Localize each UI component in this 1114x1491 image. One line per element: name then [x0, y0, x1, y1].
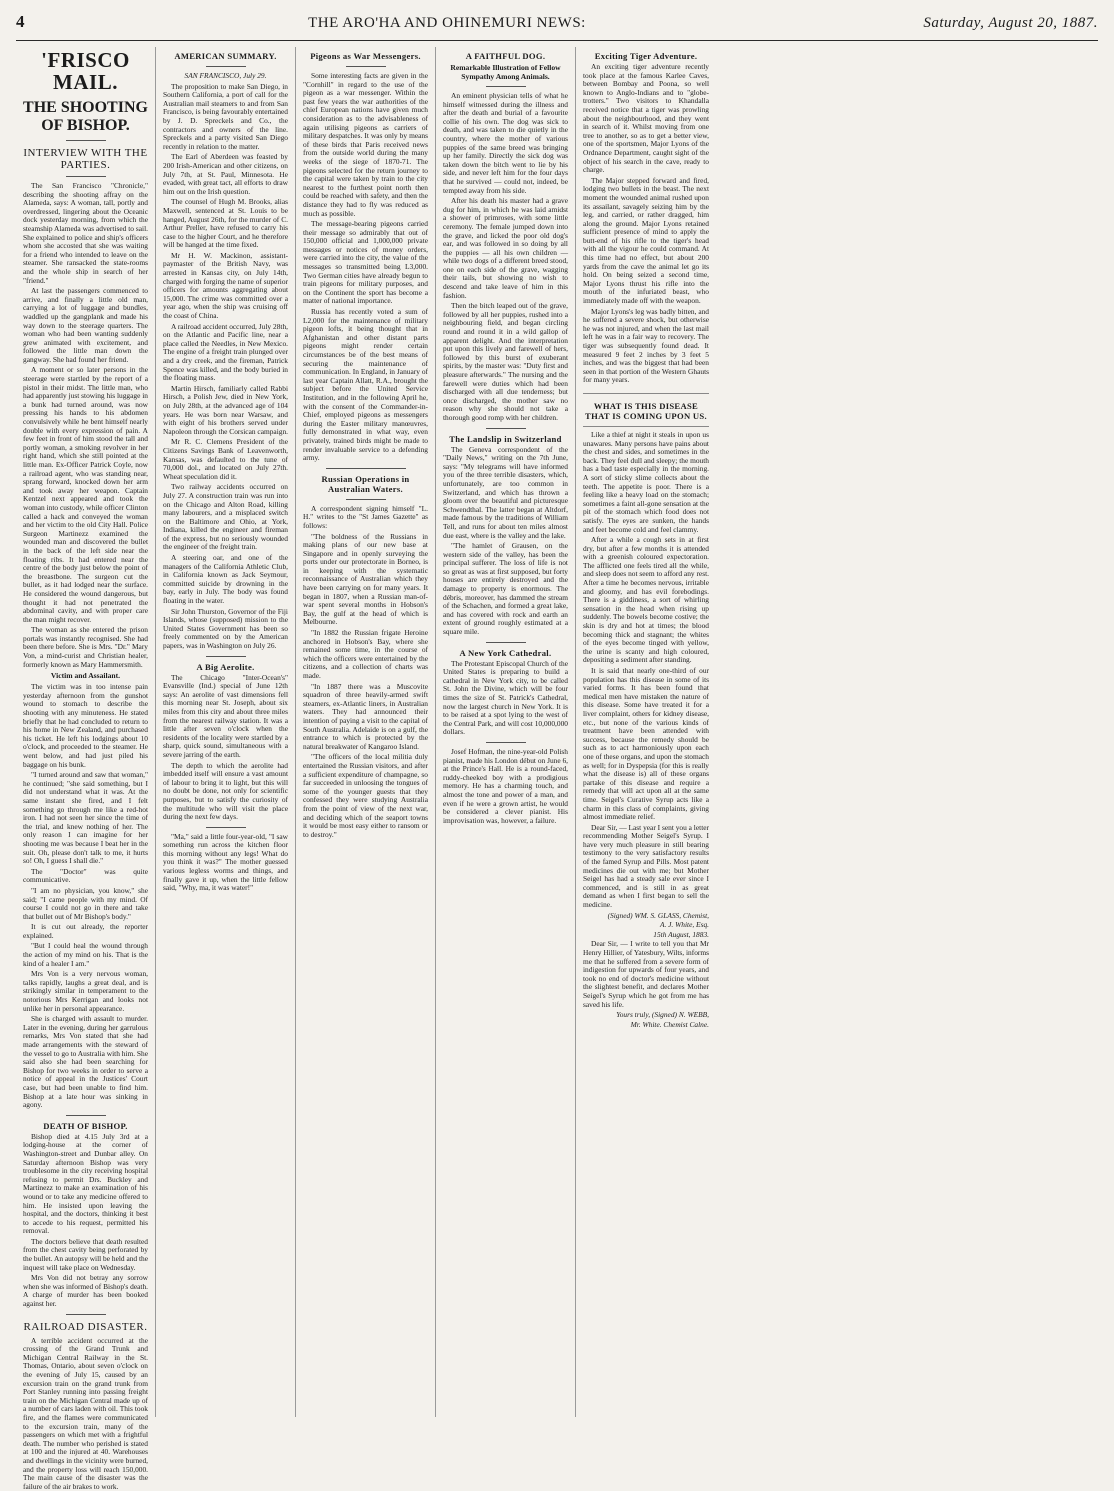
signature: A. J. White, Esq. — [659, 920, 709, 930]
article-paragraph: She is charged with assault to murder. Later in the evening, during her garrulous remarks, Mrs Von stated that she had made arrangements with the steward of the vessel to go to Australia with him. She said also she had been searching for Bishop for two weeks in order to serve a notice of appeal in the Justices' Court case, but had been unable to find him. Bishop at a late hour was sinking in agony. — [23, 1014, 149, 1110]
article-paragraph: "The hamlet of Grausen, on the western side of the valley, has been the principal sufferer. The loss of life is not so great as was at first supposed, but forty houses are entirely destroyed and the damage to property is enormous. The débris, moreover, has dammed the stream of the Schachen, and formed a great lake, and has covered with rock and earth an extent of ground roughly estimated at a square mile. — [443, 541, 568, 637]
frisco-mail-title: 'FRISCO MAIL. — [41, 48, 130, 94]
article-paragraph: Some interesting facts are given in the "Cornhill" in regard to the use of the pigeon as a war messenger. Within the past few years the war authorities of the chief European nations have given much consideration as to the advisableness of again utilising pigeons as carriers of military despatches. It was only by means of these birds that Paris received news from the outside world during the many weeks of the siege of 1870-71. The pigeons selected for the return journey to the capital were taken by train to the city nearest to the furthest point north then could be reached with safety, and then the distance they had to fly was reduced as much as possible. — [303, 71, 428, 218]
article-paragraph: "The officers of the local militia duly entertained the Russian visitors, and after a sufficient expenditure of champagne, so far succeeded in unloosing the tongues of some of the younger guests that they confessed they were studying Australia from the point of view of the next war, and deciding which of the seaport towns it would be most easy either to ransom or to destroy." — [303, 752, 428, 839]
article-paragraph: Then the bitch leaped out of the grave, followed by all her puppies, rushed into a neighbouring field, and began circling round and round it in a wild gallop of apparent delight. And the interpretation put upon this lively and farewell of hers, followed by this burst of exuberant spirits, by the master was: "Duty first and pleasure afterwards." The nursing and the farewell were duties which had been discharged with all due tenderness; but once discharged, the mother saw no reason why she should not take a thorough good romp with her children. — [443, 301, 568, 422]
article-paragraph: Mrs Von is a very nervous woman, talks rapidly, laughs a great deal, and is strikingly similar in temperament to the notorious Mrs Kerrigan and looks not unlike her in personal appearance. — [23, 969, 148, 1013]
article-paragraph: The Protestant Episcopal Church of the United States is preparing to build a cathedral in New York city, to be called St. John the Divine, which will be four times the size of St. Patrick's Cathedral, now the largest church in New York. It is to be raised at a spot lying to the west of the Central Park, and will cost 10,000,000 dollars. — [443, 658, 568, 737]
columns — [16, 47, 1098, 1491]
article-paragraph: Dear Sir, — I write to tell you that Mr Henry Hillier, of Yatesbury, Wilts, informs me that he suffered from a severe form of indigestion for upwards of four years, and took no end of doctor's medicine without the slightest benefit, and declares Mother Seigel's Syrup which he got from me has saved his life. — [583, 939, 709, 1009]
masthead — [16, 12, 1098, 41]
page-number: 4 — [16, 12, 25, 31]
shooting-headline: THE SHOOTING OF BISHOP. — [23, 99, 148, 134]
article-paragraph: Two railway accidents occurred on July 27. A construction train was run into on the Chicago and Alton Road, killing many labourers, and a misplaced switch on the Baltimore and Ohio, at York, Indiana, killed the engineer and fireman of the express, but no seriously wounded the engineer of the freight train. — [163, 482, 288, 552]
article-paragraph: A railroad accident occurred, July 28th, on the Atlantic and Pacific line, near a place called the Needles, in New Mexico. The engine of a freight train plunged over and a dry creek, and the fireman, Patrick Spence was killed, and the body buried in the floating mass. — [163, 321, 288, 383]
cathedral-head: A New York Cathedral. — [459, 647, 552, 658]
faithful-dog-head: A FAITHFUL DOG. — [465, 51, 546, 61]
article-paragraph: The depth to which the aerolite had imbedded itself will ensure a vast amount of labour to bring it to light, but this will no doubt be done, not only for scientific purposes, but to satisfy the curiosity of the multitude who will visit the place during the next few days. — [163, 760, 288, 822]
tiger-adventure-head: Exciting Tiger Adventure. — [594, 51, 698, 61]
article-paragraph: "The boldness of the Russians in making plans of our new base at Singapore and in openly surveying the ports under our protectorate in Borneo, is in keeping with the systematic reconnaissance of Australian which they have been carrying on for many years. It began in 1807, when a Russian man-of-war spent several months in Hobson's Bay, the gulf at the head of which is Melbourne. — [303, 531, 428, 627]
article-paragraph: After a while a cough sets in at first dry, but after a few months it is attended with a greenish coloured expectoration. The afflicted one feels tired all the while, and sleep does not seem to afford any rest. After a time he becomes nervous, irritable and gloomy, and has evil forebodings. There is a giddiness, a sort of whirling sensation in the head when rising up suddenly. The bowels become costive; the skin is dry and hot at times; the blood becoming thick and stagnant; the whites of the eyes become tinged with yellow, the urine is scanty and high coloured, depositing a sediment after standing. — [583, 535, 709, 665]
article-paragraph: At last the passengers commenced to arrive, and finally a little old man, carrying a lot of luggage and bundles, waddled up the gangplank and made his way down to the steerage quarters. The woman who had been wanting suddenly grew animated with excitement, and followed the little man down the gangway. She had found her friend. — [23, 286, 148, 364]
signature: Mr. White. Chemist Calne. — [630, 1019, 709, 1029]
article-paragraph: "But I could heal the wound through the action of my mind on his. That is the kind of a healer I am." — [23, 941, 148, 968]
article-paragraph: An eminent physician tells of what he himself witnessed during the illness and after the death and burial of a favourite collie of his own. The dog was sick to death, and was taken to die quietly in the country, where the mother of various puppies of the same breed was bringing up her family. Directly the sick dog was taken down the bitch went to lie by his side, and never left him for the four days that he survived — could not, indeed, be tempted away from his side. — [443, 91, 568, 195]
newspaper-title: THE ARO'HA AND OHINEMURI NEWS: — [308, 15, 586, 31]
article-paragraph: The Earl of Aberdeen was feasted by 200 Irish-American and other citizens, on July 7th, at St. Paul, Minnesota. He evaded, with great tact, all efforts to draw him out on the Irish question. — [163, 152, 288, 196]
article-paragraph: "Ma," said a little four-year-old, "I saw something run across the kitchen floor this morning without any legs! What do you think it was?" The mother guessed various legless worms and things, and finally gave it up, when the little fellow said, "Why, ma, it was water!" — [163, 831, 288, 893]
disease-head: WHAT IS THIS DISEASE THAT IS COMING UPON US. — [585, 400, 707, 421]
article-paragraph: Sir John Thurston, Governor of the Fiji Islands, whose (supposed) mission to the United States Government has been so freely commented on by the American papers, was in Washington on July 26. — [163, 606, 288, 650]
russian-operations-head: Russian Operations in Australian Waters. — [321, 473, 410, 494]
article-paragraph: Mr R. C. Clemens President of the Citizens Savings Bank of Leavenworth, Kansas, was defaulted to the tune of 70,000 dol., and located on July 27th. Wheat speculation did it. — [163, 437, 288, 481]
article-paragraph: Major Lyons's leg was badly bitten, and he suffered a severe shock, but otherwise he was not injured, and when the last mail left he was in a fair way to recovery. The tiger was subsequently found dead. It measured 9 feet 2 inches by 3 feet 5 inches, and was the biggest that had been seen in that portion of the Western Ghauts for many years. — [583, 306, 709, 385]
column-5 — [576, 47, 716, 1417]
article-paragraph: It is said that nearly one-third of our population has this disease in some of its varied forms. It has been found that medical men have mistaken the nature of this disease. Some have treated it for a liver complaint, others for kidney disease, etc., but none of the various kinds of treatment have been attended with success, because the remedy should be such as to act harmoniously upon each one of these organs, and upon the stomach as well; for in Dyspepsia (for this is really what the disease is) all of these organs partake of this disease and require a remedy that will act upon all at the same time. Seigel's Curative Syrup acts like a charm in this class of complaints, giving almost immediate relief. — [583, 666, 709, 822]
article-paragraph: "In 1882 the Russian frigate Heroine anchored in Hobson's Bay, where she remained some time, in the course of which the officers were entertained by the citizens, and a collection of charts was made. — [303, 628, 428, 680]
article-paragraph: An exciting tiger adventure recently took place at the famous Karlee Caves, between Bombay and Poona, so well known to Anglo-Indians and to "globe-trotters." Two visitors to Khandalla received notice that a tiger was prowling about the neighbourhood, and they went in search of it. Whilst moving from one tree to another, so as to get a better view, one of the sportsmen, Major Lyons of the Ordnance Department, caught sight of the object of his search in the cave, ready to charge. — [583, 62, 709, 175]
article-paragraph: Russia has recently voted a sum of L2,000 for the maintenance of military pigeon lofts, it being thought that in Afghanistan and other distant parts pigeons might render certain circumstances be of the best means of securing the maintenance of communication. In England, in January of last year Captain Allatt, R.A., brought the subject before the United Service Institution, and in the following April he, with the consent of the Commander-in-Chief, employed pigeons as messengers during the Easter military manœuvres, fully demonstrated in what way, even privately, trained birds might be made to render invaluable service to a defending army. — [303, 307, 428, 463]
article-paragraph: After his death his master had a grave dug for him, in which he was laid amidst a shower of primroses, with some little ceremony. The female jumped down into the grave, and licked the poor old dog's ear, and was followed in so doing by all the puppies — all his own children — while two dogs of a different breed stood, one on each side of the grave, wagging their tails, but showing no wish to descend and take leave of him in this fashion. — [443, 196, 568, 300]
article-paragraph: The woman as she entered the prison portals was instantly recognised. She had been there before. She is Mrs. "Dr." Mary Von, a mind-curist and Christian healer, formerly known as Mary Hammersmith. — [23, 625, 148, 669]
article-paragraph: A steering oar, and one of the managers of the California Athletic Club, in California known as Jack Seymour, committed suicide by drowning in the bay, early in July. The body was found floating in the water. — [163, 553, 288, 606]
signature: Yours truly, (Signed) N. WEBB, — [616, 1010, 709, 1020]
article-paragraph: The counsel of Hugh M. Brooks, alias Maxwell, sentenced at St. Louis to be hanged, August 26th, for the murder of C. Arthur Preller, have refused to carry his case to the higher Court, and he therefore will be hanged at the time fixed. — [163, 197, 288, 250]
article-paragraph: The "Doctor" was quite communicative. — [23, 866, 148, 885]
article-paragraph: Josef Hofman, the nine-year-old Polish pianist, made his London début on June 6, at the Prince's Hall. He is a round-faced, ruddy-cheeked boy with a prodigious memory. He has a charming touch, and almost the tone and power of a man, and even if he were a grown artist, he would be considered a clever pianist. His improvisation was, however, a failure. — [443, 746, 569, 825]
column-1 — [16, 47, 156, 1491]
death-of-bishop-head: DEATH OF BISHOP. — [43, 1120, 128, 1131]
article-paragraph: "I am no physician, you know," she said; "I came people with my mind. Of course I could not go in there and take that bullet out of Mr Bishop's body." — [23, 885, 148, 921]
article-paragraph: "I turned around and saw that woman," he continued; "she said something, but I did not understand what it was. At the same instant she fired, and I felt something go through me like a red-hot iron. I had not seen her since the time of the trial, and knew nothing of her. The only reason I can imagine for her shooting me was because I beat her in the suit. Oh, please don't talk to me, it hurts so! Oh, I guess I shall die." — [23, 770, 148, 866]
railroad-disaster-head: RAILROAD DISASTER. — [23, 1320, 148, 1333]
column-3 — [296, 47, 436, 1417]
article-paragraph: "In 1887 there was a Muscovite squadron of three heavily-armed swift steamers, ex-Atlantic liners, in Australian waters. They had announced their intention of paying a visit to the capital of South Australia. Adelaide is on a gulf, the entrance to which is protected by the natural breakwater of Kangaroo Island. — [303, 681, 428, 751]
signature: (Signed) WM. S. GLASS, Chemist, — [607, 910, 709, 920]
victim-subhead: Victim and Assailant. — [50, 671, 121, 681]
landslip-head: The Landslip in Switzerland — [449, 433, 562, 444]
article-paragraph: The Major stepped forward and fired, lodging two bullets in the beast. The next moment the wounded animal rushed upon its assailant, savagely seizing him by the leg, and carried, or rather dragged, him along the ground. Major Lyons retained sufficient presence of mind to apply the butt-end of his rifle to the tiger's head with all the vigour he could command. At this time had no effect, but about 200 yards from the cave the animal let go its hold. On being seized a second time, Major Lyons thrust his rifle into the mouth of the infuriated beast, who immediately made off with the weapon. — [583, 175, 709, 306]
article-paragraph: The proposition to make San Diego, in Southern California, a port of call for the Australian mail steamers to and from San Francisco, is being favourably entertained by J. D. Spreckels and Co., the contractors and owners of the line. Spreckels and a party visited San Diego recently in relation to the matter. — [163, 81, 288, 151]
article-paragraph: Martin Hirsch, familiarly called Rabbi Hirsch, a Polish Jew, died in New York, on July 28th, at the advanced age of 104 years. He was born near Warsaw, and with eight of his brothers served under Napoleon through the Corsican campaign. — [163, 383, 288, 436]
dateline: SAN FRANCISCO, July 29. — [184, 71, 267, 80]
article-paragraph: The doctors believe that death resulted from the chest cavity being perforated by the bullet. An autopsy will be held and the inquest will take place on Wednesday. — [23, 1236, 149, 1272]
column-2 — [156, 47, 296, 1417]
issue-date: Saturday, August 20, 1887. — [923, 15, 1098, 31]
article-paragraph: The San Francisco "Chronicle," describing the shooting affray on the Alameda, says: A woman, tall, portly and overdressed, lingering about the Oceanic dock yesterday morning, from which the steamship Alameda was advertised to sail. She explained to police and ship's officers whom she accosted that she was waiting for a friend who intended to leave on the steamer. She ransacked the state-rooms and the whole ship in search of her "friend." — [23, 181, 148, 285]
article-paragraph: Mr H. W. Mackinon, assistant-paymaster of the British Navy, was arrested in Kansas city, on July 14th, charged with forging the name of superior officers for amounts aggregating about 15,000. The crime was committed over a year ago, when the ship was cruising off the coast of China. — [163, 250, 288, 321]
article-paragraph: Bishop died at 4.15 July 3rd at a lodging-house at the corner of Washington-street and Dunbar alley. On Saturday afternoon Bishop was very troublesome in the city receiving hospital refusing to permit Drs. Buckley and Martinezz to make an examination of his wound or to take any medicine offered to him. He insisted upon leaving the hospital, and the doctors, thinking it best to accede to his request, permitted his removal. — [23, 1131, 148, 1236]
article-paragraph: The message-bearing pigeons carried their message so admirably that out of 150,000 official and 1,000,000 private messages or notices of money orders, were carried into the city, the value of the messages so transmitted being L3,000. Two German cities have already begun to train pigeons for military purposes, and on the Continent the sport has become a matter of national importance. — [303, 219, 428, 306]
pigeons-head: Pigeons as War Messengers. — [310, 51, 421, 61]
article-paragraph: The Geneva correspondent of the "Daily News," writing on the 7th June, says: "My telegrams will have informed you of the three terrible disasters, which, unfortunately, are too common in Switzerland, and which has thrown a gloom over the beautiful and picturesque Schwendthal. The latter began at Altdorf, made famous by the traditions of William Tell, and runs for about ten miles almost due east, where is the valley and the lake. — [443, 444, 568, 540]
faithful-dog-subhead: Remarkable Illustration of Fellow Sympathy Among Animals. — [450, 63, 561, 81]
american-summary-head: AMERICAN SUMMARY. — [174, 51, 277, 61]
article-paragraph: A moment or so later persons in the steerage were startled by the report of a pistol in their midst. The little man, who had apparently just stowing his luggage in a bunk had turned around, was now pressing his hands to his abdomen convulsively while he bent himself nearly double with every expression of pain. A few feet in front of him stood the tall and portly woman, a smoking revolver in her right hand, which she still pointed at the little man. Ex-Officer Patrick Coyle, now a railroad agent, who was standing near, sprang forward, knocked down her arm and took away her weapon. Captain Kentzel next appeared and took the woman into custody, while officer Clinton called a hack and conveyed the woman and her victim to the old City Hall. Police Surgeon Martinezz examined the wounded man and discovered the bullet in the back of the left side near the floating ribs. It had entered near the centre of the body just below the point of the breastbone. The surgeon cut the bullet, as it had lodged near the surface. He considered the wound dangerous, but thought it had not penetrated the abdominal cavity, and with proper care the man might recover. — [23, 365, 149, 624]
article-paragraph: The victim was in too intense pain yesterday afternoon from the gunshot wound to stomach to describe the shooting with any minuteness. He stated briefly that he had concluded to return to his home in New Zealand, and purchased his ticket. He left his lodgings about 10 o'clock, and proceeded to the steamer. He went below, and had just piled his baggage on his bunk. — [23, 682, 148, 769]
article-paragraph: A correspondent signing himself "L. H." writes to the "St James Gazette" as follows: — [303, 503, 428, 530]
article-paragraph: The Chicago "Inter-Ocean's" Evansville (Ind.) special of June 12th says: An aerolite of vast dimensions fell this morning near St. Joseph, about six miles from this city and about three miles from the nearest railway station. It was a little after seven o'clock when the residents of the locality were startled by a sharp, quick sound, simultaneous with a severe jarring of the earth. — [163, 672, 288, 759]
article-paragraph: It is cut out already, the reporter explained. — [23, 922, 148, 940]
article-paragraph: Like a thief at night it steals in upon us unawares. Many persons have pains about the chest and sides, and sometimes in the back. They feel dull and sleepy; the mouth has a bad taste especially in the morning. A sort of sticky slime collects about the teeth. The appetite is poor. There is a feeling like a heavy load on the stomach; sometimes a faint all-gone sensation at the pit of the stomach which food does not satisfy. The eyes are sunken, the hands and feet become cold and feel clammy. — [583, 429, 709, 534]
interview-subhead: INTERVIEW WITH THE PARTIES. — [23, 147, 148, 171]
article-paragraph: Dear Sir, — Last year I sent you a letter recommending Mother Seigel's Syrup. I have very much pleasure in still bearing testimony to the very satisfactory results of the famed Syrup and Pills. Most patent medicines die out with me; but Mother Seigel has had a steady sale ever since I commenced, and is still in as great demand as when I first began to sell the medicine. — [583, 822, 709, 910]
article-paragraph: A terrible accident occurred at the crossing of the Grand Trunk and Michigan Central Railway in the St. Thomas, Ontario, about seven o'clock on the evening of July 15, caused by an excursion train on the grand trunk from Port Stanley running into passing freight train on the Michigan Central made up of a number of cars laden with oil. This took fire, and the flames were communicated to the excursion train, many of the passengers on which met with a frightful death. The number who perished is stated at 100 and the injured at 40. Warehouses and dwellings in the vicinity were burned, and the property loss will reach 150,000. The main cause of the disaster was the failure of the air brakes to work. — [23, 1335, 148, 1491]
column-4 — [436, 47, 576, 1417]
signature-date: 15th August, 1883. — [653, 929, 709, 939]
big-aerolite-head: A Big Aerolite. — [196, 661, 255, 672]
article-paragraph: Mrs Von did not betray any sorrow when she was informed of Bishop's death. A charge of murder has been booked against her. — [23, 1273, 148, 1309]
